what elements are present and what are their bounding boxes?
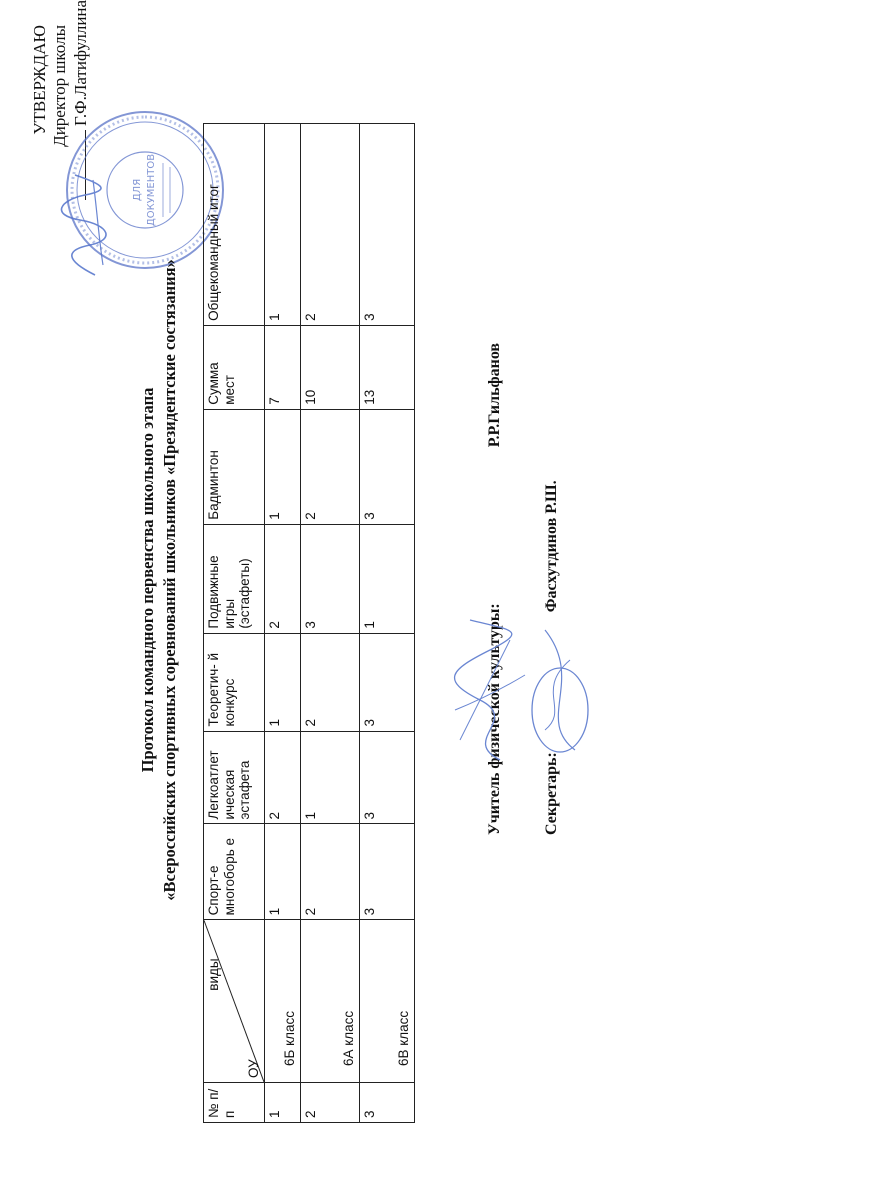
row-org: 6Б класс bbox=[282, 1010, 298, 1067]
teacher-name: Р.Р.Гильфанов bbox=[486, 342, 503, 448]
header-diagonal-cell bbox=[204, 920, 265, 1083]
row-cell: 3 bbox=[360, 633, 415, 731]
row-cell: 2 bbox=[301, 409, 360, 524]
row-cell: 3 bbox=[301, 524, 360, 633]
row-num: 3 bbox=[360, 1083, 415, 1123]
secretary-name: Фасхутдинов Р.Ш. bbox=[543, 480, 560, 613]
row-cell: 1 bbox=[265, 633, 301, 731]
document-title bbox=[137, 180, 182, 980]
row-cell: 2 bbox=[265, 731, 301, 824]
row-org-cell bbox=[301, 920, 360, 1083]
row-cell: 1 bbox=[265, 409, 301, 524]
header-org: ОУ bbox=[246, 1059, 262, 1079]
table-header-row bbox=[204, 124, 265, 1123]
header-games: Подвижные игры (эстафеты) bbox=[204, 524, 265, 633]
secretary-label: Секретарь: bbox=[543, 752, 560, 835]
row-num: 1 bbox=[265, 1083, 301, 1123]
header-sum: Сумма мест bbox=[204, 325, 265, 409]
row-cell: 3 bbox=[360, 731, 415, 824]
title-line-2: «Всероссийских спортивных соревнований школьников «Президентские состязания» bbox=[160, 259, 180, 901]
row-cell: 2 bbox=[301, 633, 360, 731]
stamp-text-1: ДЛЯ bbox=[132, 178, 143, 202]
row-org-cell bbox=[360, 920, 415, 1083]
header-theory: Теоретич- й конкурс bbox=[204, 633, 265, 731]
row-cell: 3 bbox=[360, 124, 415, 326]
row-cell: 3 bbox=[360, 409, 415, 524]
teacher-label: Учитель физической культуры: bbox=[486, 603, 503, 835]
title-line-1: Протокол командного первенства школьного этапа bbox=[138, 387, 157, 773]
row-cell: 2 bbox=[301, 824, 360, 920]
row-cell: 7 bbox=[265, 325, 301, 409]
row-num: 2 bbox=[301, 1083, 360, 1123]
results-table bbox=[203, 123, 415, 1123]
approval-position: Директор школы bbox=[50, 25, 70, 147]
row-cell: 3 bbox=[360, 824, 415, 920]
row-cell: 2 bbox=[265, 524, 301, 633]
row-cell: 1 bbox=[301, 731, 360, 824]
header-diagonal-line bbox=[204, 920, 264, 1082]
header-total: Общекомандный итог bbox=[204, 124, 265, 326]
header-types: виды bbox=[206, 958, 221, 991]
row-cell: 2 bbox=[301, 124, 360, 326]
table-row bbox=[301, 124, 360, 1123]
row-org-cell bbox=[265, 920, 301, 1083]
header-num: № п/п bbox=[204, 1083, 265, 1123]
header-badminton: Бадминтон bbox=[204, 409, 265, 524]
stamp-text-2: ДОКУМЕНТОВ bbox=[146, 153, 157, 227]
header-relay: Легкоатлет ическая эстафета bbox=[204, 731, 265, 824]
row-cell: 1 bbox=[360, 524, 415, 633]
table-row bbox=[360, 124, 415, 1123]
row-cell: 1 bbox=[265, 824, 301, 920]
row-cell: 13 bbox=[360, 325, 415, 409]
approval-heading: УТВЕРЖДАЮ bbox=[30, 25, 49, 135]
row-cell: 10 bbox=[301, 325, 360, 409]
approval-name: Г.Ф.Латифуллина bbox=[70, 0, 90, 126]
row-org: 6В класс bbox=[396, 1010, 412, 1067]
row-org: 6А класс bbox=[341, 1010, 357, 1067]
secretary-handwritten-signature bbox=[515, 610, 605, 770]
row-cell: 1 bbox=[265, 124, 301, 326]
header-multievent: Спорт-е многоборь е bbox=[204, 824, 265, 920]
table-row bbox=[265, 124, 301, 1123]
